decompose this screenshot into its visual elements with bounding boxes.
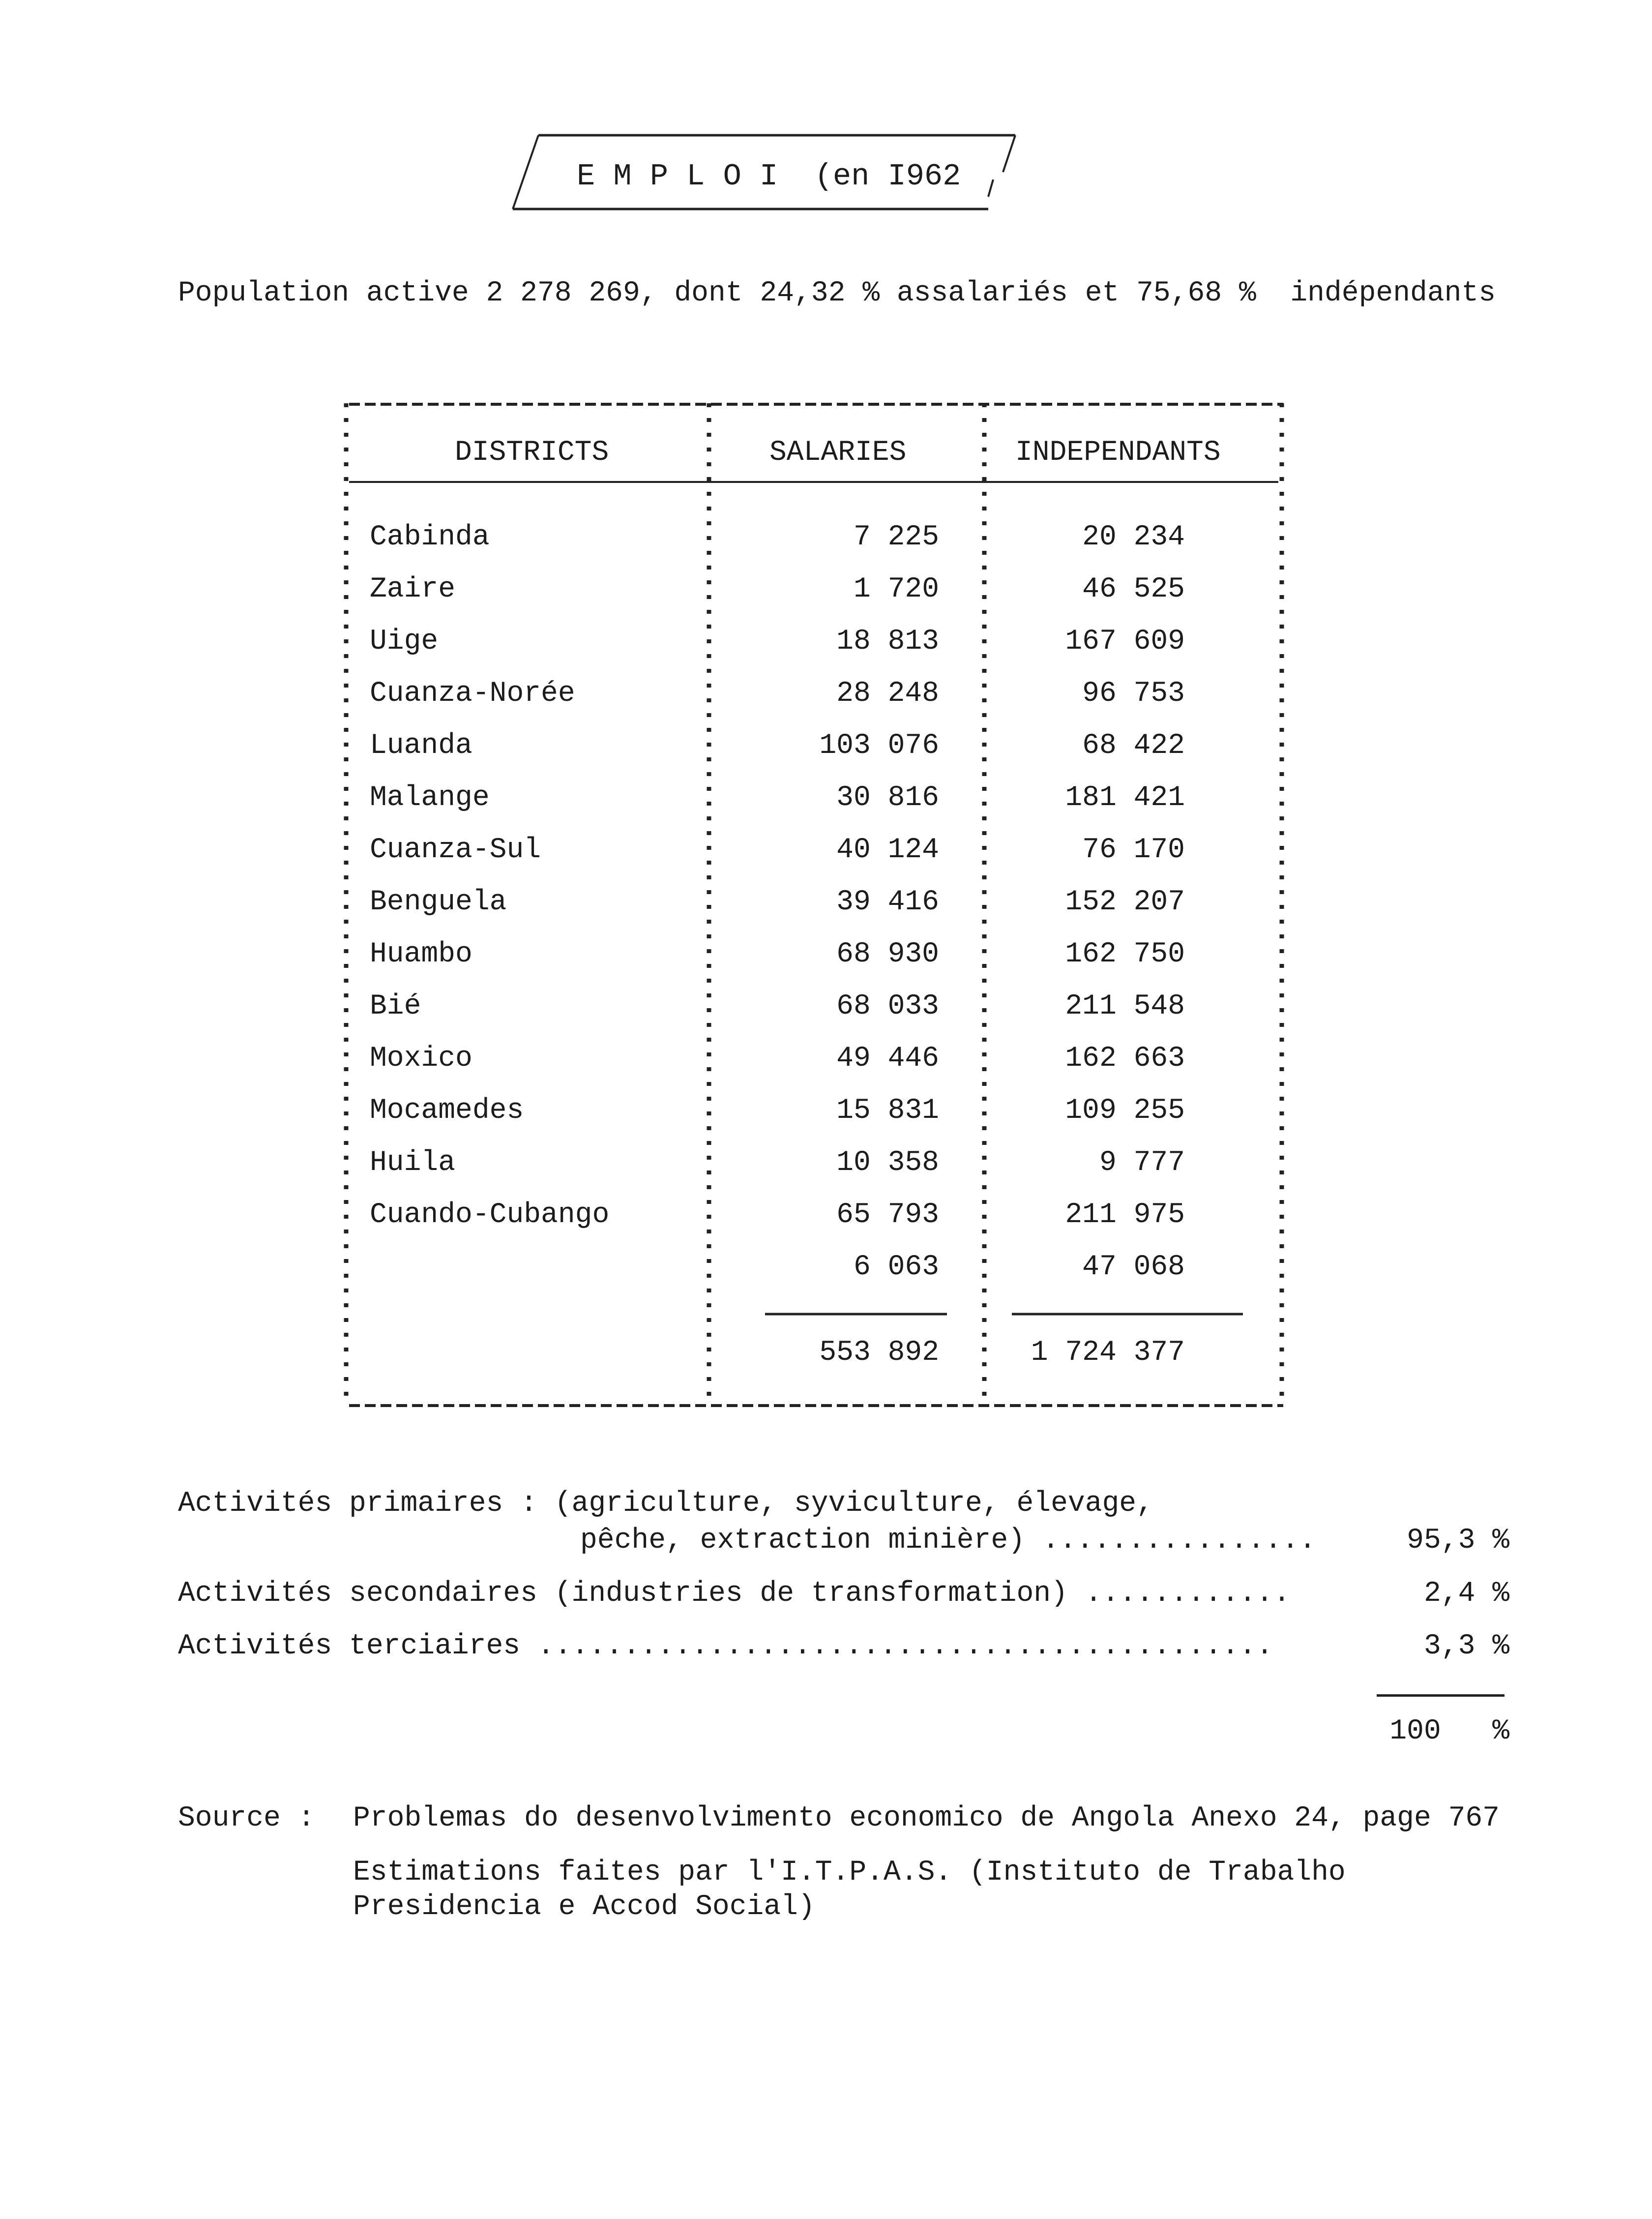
title-box: [509, 130, 1020, 219]
table-row-salaries: 39 416: [836, 886, 939, 918]
activity-total-rule: [1377, 1694, 1504, 1697]
employment-table: [334, 393, 1298, 1421]
table-row-salaries: 68 930: [836, 938, 939, 970]
table-row-district: Bié: [370, 990, 421, 1022]
table-row-salaries: 68 033: [836, 990, 939, 1022]
table-row-district: Cuando-Cubango: [370, 1199, 610, 1231]
table-row-salaries: 1 720: [853, 573, 939, 605]
table-row-independants: 211 975: [1065, 1199, 1185, 1231]
table-row-salaries: 18 813: [836, 626, 939, 658]
table-row-salaries: 49 446: [836, 1043, 939, 1075]
table-row-independants: 76 170: [1082, 834, 1185, 866]
table-row-district: Uige: [370, 626, 439, 658]
table-row-independants: 162 663: [1065, 1043, 1185, 1075]
table-row-salaries: 40 124: [836, 834, 939, 866]
page-title: E M P L O I (en I962: [577, 159, 961, 194]
population-summary: Population active 2 278 269, dont 24,32 % assalariés et 75,68 % indépendants: [178, 277, 1496, 309]
table-row-salaries: 15 831: [836, 1095, 939, 1127]
table-row-independants: 152 207: [1065, 886, 1185, 918]
table-row-independants: 211 548: [1065, 990, 1185, 1022]
source-line-1: Problemas do desenvolvimento economico de Angola Anexo 24, page 767: [353, 1802, 1500, 1834]
activity-secondary-label: Activités secondaires (industries de transformation) ............: [178, 1578, 1291, 1610]
activity-primary-line2: pêche, extraction minière) ................: [580, 1525, 1316, 1557]
table-row-district: Cuanza-Norée: [370, 678, 575, 710]
table-row-salaries: 6 063: [853, 1251, 939, 1283]
activity-secondary-value: 2,4 %: [1423, 1578, 1509, 1610]
table-row-district: Huambo: [370, 938, 472, 970]
table-row-district: Cabinda: [370, 521, 490, 553]
table-row-independants: 20 234: [1082, 521, 1185, 553]
header-districts: DISTRICTS: [455, 437, 609, 469]
table-row-independants: 46 525: [1082, 573, 1185, 605]
table-row-independants: 167 609: [1065, 626, 1185, 658]
table-row-salaries: 30 816: [836, 782, 939, 814]
total-salaries: 553 892: [819, 1337, 939, 1369]
total-independants: 1 724 377: [1031, 1337, 1185, 1369]
table-row-district: Mocamedes: [370, 1095, 524, 1127]
table-row-independants: 181 421: [1065, 782, 1185, 814]
table-row-salaries: 10 358: [836, 1147, 939, 1179]
table-row-district: Moxico: [370, 1043, 472, 1075]
activity-tertiary-value: 3,3 %: [1423, 1630, 1509, 1662]
table-row-district: Luanda: [370, 730, 472, 762]
source-label: Source :: [178, 1802, 315, 1834]
table-row-salaries: 65 793: [836, 1199, 939, 1231]
table-row-district: Huila: [370, 1147, 456, 1179]
table-row-district: Benguela: [370, 886, 507, 918]
activity-total-value: 100 %: [1389, 1715, 1509, 1747]
table-row-salaries: 103 076: [819, 730, 939, 762]
header-independants: INDEPENDANTS: [1015, 437, 1221, 469]
table-row-district: Cuanza-Sul: [370, 834, 541, 866]
table-row-independants: 109 255: [1065, 1095, 1185, 1127]
table-row-district: Zaire: [370, 573, 456, 605]
activity-primary-line1: Activités primaires : (agriculture, syviculture, élevage,: [178, 1488, 1153, 1520]
table-row-independants: 96 753: [1082, 678, 1185, 710]
table-row-salaries: 7 225: [853, 521, 939, 553]
activity-primary-value: 95,3 %: [1407, 1525, 1509, 1557]
activity-tertiary-label: Activités terciaires ...........................................: [178, 1630, 1273, 1662]
table-row-district: Malange: [370, 782, 490, 814]
table-row-independants: 47 068: [1082, 1251, 1185, 1283]
header-salaries: SALARIES: [769, 437, 907, 469]
source-line-3: Presidencia e Accod Social): [353, 1891, 815, 1923]
table-row-independants: 68 422: [1082, 730, 1185, 762]
table-row-independants: 9 777: [1099, 1147, 1185, 1179]
table-row-independants: 162 750: [1065, 938, 1185, 970]
table-row-salaries: 28 248: [836, 678, 939, 710]
source-line-2: Estimations faites par l'I.T.P.A.S. (Instituto de Trabalho: [353, 1857, 1346, 1889]
